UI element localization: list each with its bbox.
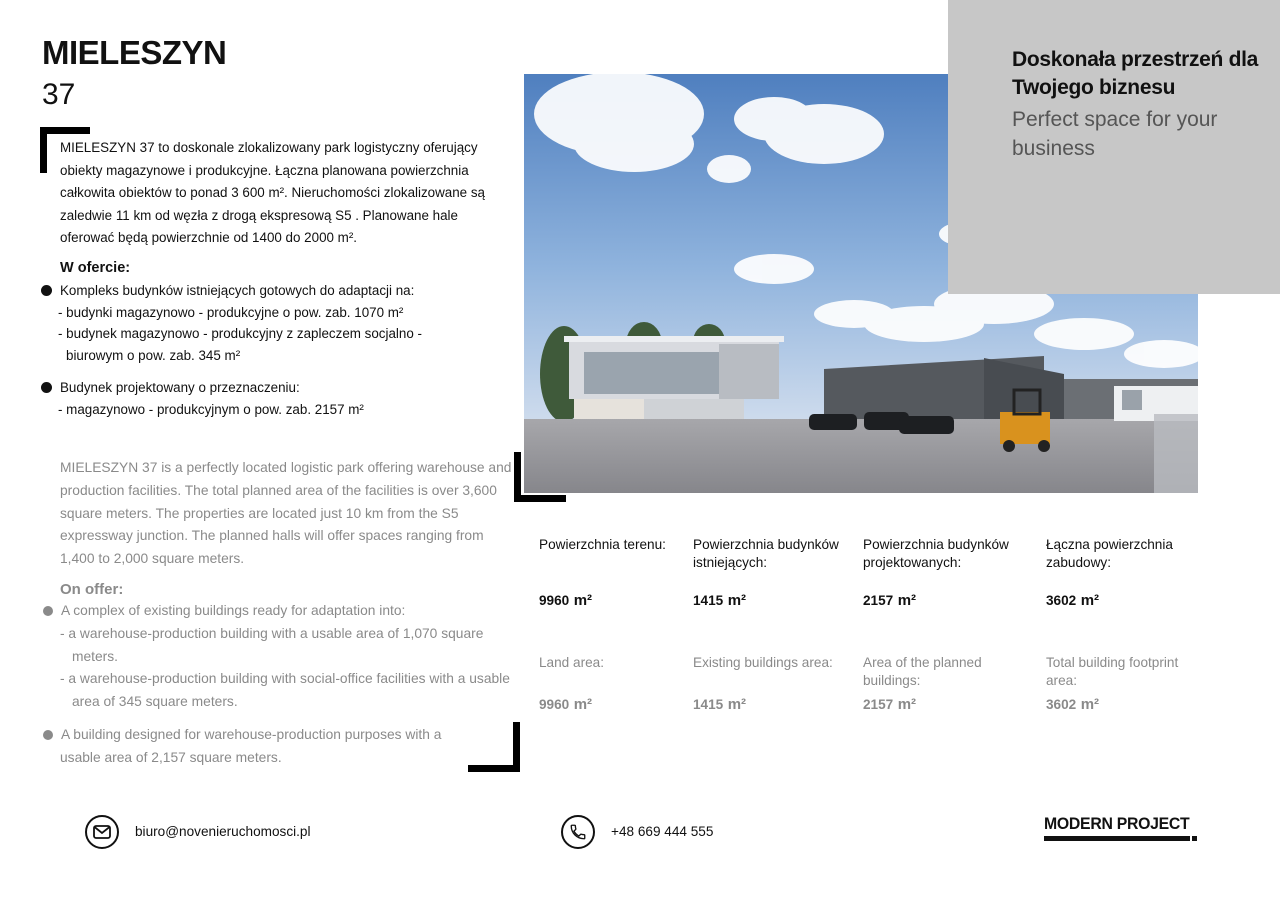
list-item: A building designed for warehouse-production purposes with a bbox=[42, 724, 512, 747]
bullet-icon bbox=[41, 285, 52, 296]
tagline-pl: Doskonała przestrzeń dla Twojego biznesu bbox=[1012, 48, 1259, 99]
list-item: Kompleks budynków istniejących gotowych do adaptacji na: bbox=[40, 280, 510, 302]
tagline-panel bbox=[948, 0, 1280, 294]
phone-link[interactable]: +48 669 444 555 bbox=[611, 824, 714, 839]
list-subitem: - budynek magazynowo - produkcyjny z zapleczem socjalno - bbox=[58, 326, 422, 341]
stat-value-land-en: 9960 m² bbox=[539, 696, 593, 713]
page-title-number: 37 bbox=[42, 78, 76, 111]
bullet-icon bbox=[43, 606, 53, 616]
stat-label-total-en: Total building footprint area: bbox=[1046, 655, 1179, 688]
offer-list-pl bbox=[40, 280, 510, 420]
bullet-icon bbox=[43, 730, 53, 740]
stat-value-planned-en: 2157 m² bbox=[863, 696, 917, 713]
phone-icon bbox=[561, 815, 595, 849]
stat-label-planned-en: Area of the planned buildings: bbox=[863, 655, 982, 688]
list-subitem-continuation: area of 345 square meters. bbox=[72, 694, 238, 710]
list-subitem: - budynki magazynowo - produkcyjne o pow. zab. 1070 m² bbox=[58, 304, 404, 320]
list-subitem: - magazynowo - produkcyjnym o pow. zab. 2157 m² bbox=[58, 401, 364, 417]
stat-label-land-en: Land area: bbox=[539, 655, 605, 670]
tagline-en: Perfect space for your business bbox=[1012, 108, 1218, 160]
stat-value-existing-en: 1415 m² bbox=[693, 696, 747, 713]
stat-value-planned-pl: 2157 m² bbox=[863, 592, 917, 609]
stat-label-total-pl: Łączna powierzchnia zabudowy: bbox=[1046, 537, 1173, 570]
description-en: MIELESZYN 37 is a perfectly located logistic park offering warehouse and production facilities. The total planned area of the facilities is over 3,600 square meters. The properties are located just 10 km from the S5 expressway junction. The planned halls will offer spaces ranging from 1,400 to 2,000 square meters. bbox=[60, 460, 512, 567]
logo-dot bbox=[1192, 836, 1197, 841]
stat-value-land-pl: 9960 m² bbox=[539, 592, 593, 609]
list-item: A complex of existing buildings ready for adaptation into: bbox=[42, 600, 512, 623]
stat-label-land-pl: Powierzchnia terenu: bbox=[539, 537, 666, 552]
stat-label-existing-pl: Powierzchnia budynków istniejących: bbox=[693, 537, 839, 570]
stat-value-total-pl: 3602 m² bbox=[1046, 592, 1100, 609]
list-subitem: - a warehouse-production building with a usable area of 1,070 square bbox=[60, 625, 484, 641]
bullet-icon bbox=[41, 382, 52, 393]
offer-heading-en: On offer: bbox=[60, 581, 124, 598]
list-subitem-continuation: usable area of 2,157 square meters. bbox=[60, 749, 282, 765]
list-subitem: - a warehouse-production building with social-office facilities with a usable bbox=[60, 671, 510, 687]
company-logo: MODERN PROJECT bbox=[1044, 814, 1190, 833]
stat-value-total-en: 3602 m² bbox=[1046, 696, 1100, 713]
stat-label-existing-en: Existing buildings area: bbox=[693, 655, 833, 670]
logo-underline bbox=[1044, 836, 1190, 841]
email-icon bbox=[85, 815, 119, 849]
offer-heading-pl: W ofercie: bbox=[60, 260, 131, 276]
list-subitem-continuation: meters. bbox=[72, 648, 118, 664]
email-link[interactable]: biuro@novenieruchomosci.pl bbox=[135, 824, 311, 839]
stat-value-existing-pl: 1415 m² bbox=[693, 592, 747, 609]
offer-list-en bbox=[42, 600, 512, 770]
list-subitem-continuation: biurowym o pow. zab. 345 m² bbox=[66, 347, 241, 363]
stat-label-planned-pl: Powierzchnia budynków projektowanych: bbox=[863, 537, 1009, 570]
list-item: Budynek projektowany o przeznaczeniu: bbox=[40, 377, 510, 399]
description-pl: MIELESZYN 37 to doskonale zlokalizowany park logistyczny oferujący obiekty magazynowe i produkcyjne. Łączna planowana powierzchnia całkowita obiektów to ponad 3 600 m². Nieruchomości zlokalizowane są zaledwie 11 km od węzła z drogą ekspresową S5 . Planowane hale oferować będą powierzchnie od 1400 do 2000 m². bbox=[60, 140, 485, 245]
page-title: MIELESZYN bbox=[42, 34, 227, 71]
